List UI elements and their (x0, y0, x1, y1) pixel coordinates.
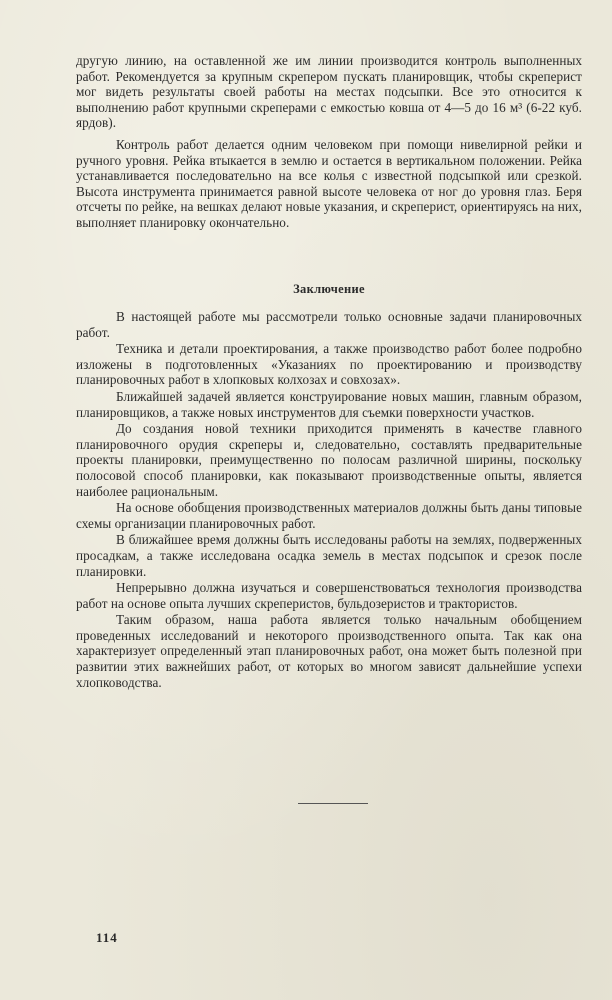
conclusion-paragraph: Ближайшей задачей является конструирование новых машин, главным образом, планировщиков, а также новых инструментов для съемки поверхности участков. (76, 388, 582, 420)
page-number: 114 (96, 930, 118, 945)
conclusion-paragraph: Техника и детали проектирования, а также производство работ более подробно изложены в подготовленных «Указаниях по проектированию и производству планировочных работ в хлопковых колхозах и совхозах». (76, 341, 582, 388)
conclusion-paragraph: В настоящей работе мы рассмотрели только основные задачи планировочных работ. (76, 309, 582, 340)
paragraph-control: Контроль работ делается одним человеком при помощи нивелирной рейки и ручного уровня. Рейка втыкается в землю и остается в вертикальном положении. Рейка устанавливается последовательно на все колья с известной подсыпкой или срезкой. Высота инструмента принимается равной высоте человека от ног до уровня глаз. Беря отсчеты по рейке, на вешках делают новые указания, и скреперист, ориентируясь на них, выполняет планировку окончательно. (76, 136, 582, 230)
paragraph-continuation: другую линию, на оставленной же им линии производится контроль выполненных работ. Рекомендуется за крупным скрепером пускать планировщик, чтобы скреперист мог видеть результаты своей работы на местах подсыпки. Все это относится к выполнению работ крупными скреперами с емкостью ковша от 4—5 до 16 м³ (6-22 куб. ярдов). (76, 53, 582, 131)
conclusion-text (76, 309, 582, 691)
conclusion-paragraph: До создания новой техники приходится применять в качестве главного планировочного орудия скреперы и, следовательно, составлять предварительные проекты планировки, преимущественно по полосам различной ширины, поскольку полосовой способ планировки, как показывают производственные опыты, является наиболее рациональным. (76, 421, 582, 499)
conclusion-paragraph: На основе обобщения производственных материалов должны быть даны типовые схемы организации планировочных работ. (76, 500, 582, 531)
conclusion-paragraph: Таким образом, наша работа является только начальным обобщением проведенных исследований и некоторого производственного опыта. Так как она характеризует определенный этап планировочных работ, она может быть полезной при развитии этих важнейших работ, от которых во многом зависят дальнейшие успехи хлопководства. (76, 612, 582, 690)
body-text-top (76, 53, 582, 237)
section-heading: Заключение (293, 282, 365, 296)
conclusion-paragraph: Непрерывно должна изучаться и совершенствоваться технология производства работ на основе опыта лучших скреперистов, бульдозеристов и трактористов. (76, 580, 582, 611)
conclusion-paragraph: В ближайшее время должны быть исследованы работы на землях, подверженных просадкам, а также исследована осадка земель в местах подсыпок и срезок после планировки. (76, 532, 582, 579)
end-divider (298, 803, 368, 804)
